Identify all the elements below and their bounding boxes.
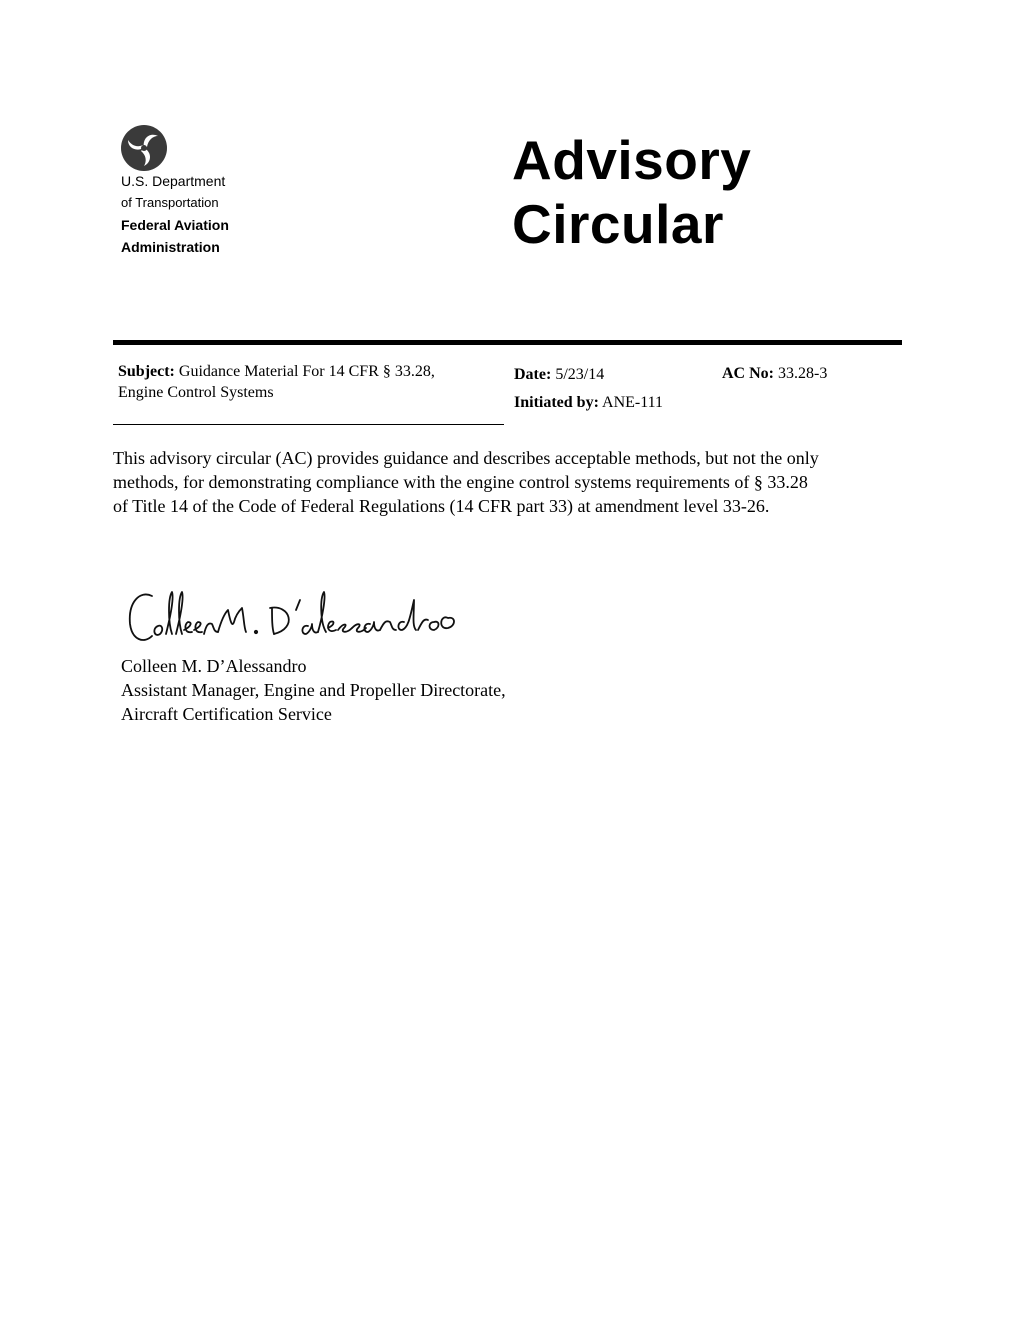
subject-value-line-2: Engine Control Systems — [118, 384, 274, 401]
ac-number-block — [722, 363, 827, 385]
signer-service: Aircraft Certification Service — [121, 704, 332, 724]
signer-name: Colleen M. D’Alessandro — [121, 656, 307, 676]
agency-line-4: Administration — [121, 239, 220, 255]
subject-label: Subject: — [118, 363, 175, 380]
signer-title: Assistant Manager, Engine and Propeller Directorate, — [121, 680, 506, 700]
agency-block — [121, 170, 229, 258]
agency-line-2: of Transportation — [121, 195, 219, 210]
signer-block — [121, 654, 506, 726]
subject-value-line-1: Guidance Material For 14 CFR § 33.28, — [178, 363, 435, 380]
initiated-value: ANE-111 — [602, 394, 664, 411]
purpose-line-2: methods, for demonstrating compliance with the engine control systems requirements of § 33.28 — [113, 472, 808, 492]
ac-number-value: 33.28-3 — [778, 365, 828, 382]
subject-block — [118, 361, 498, 403]
purpose-line-3: of Title 14 of the Code of Federal Regulations (14 CFR part 33) at amendment level 33-26. — [113, 496, 770, 516]
header-divider — [113, 340, 902, 345]
document-title — [512, 128, 751, 256]
date-value: 5/23/14 — [555, 366, 605, 383]
date-label: Date: — [514, 366, 552, 383]
agency-line-1: U.S. Department — [121, 173, 226, 189]
title-line-1: Advisory — [512, 129, 752, 191]
handwritten-signature — [122, 578, 582, 658]
agency-line-3: Federal Aviation — [121, 217, 229, 233]
title-line-2: Circular — [512, 193, 724, 255]
dot-triskelion-icon — [120, 124, 168, 172]
purpose-line-1: This advisory circular (AC) provides guidance and describes acceptable methods, but not the only — [113, 448, 819, 468]
ac-number-label: AC No: — [722, 365, 774, 382]
date-block — [514, 361, 663, 417]
subject-divider — [113, 424, 504, 425]
initiated-label: Initiated by: — [514, 394, 599, 411]
purpose-paragraph — [113, 446, 908, 518]
